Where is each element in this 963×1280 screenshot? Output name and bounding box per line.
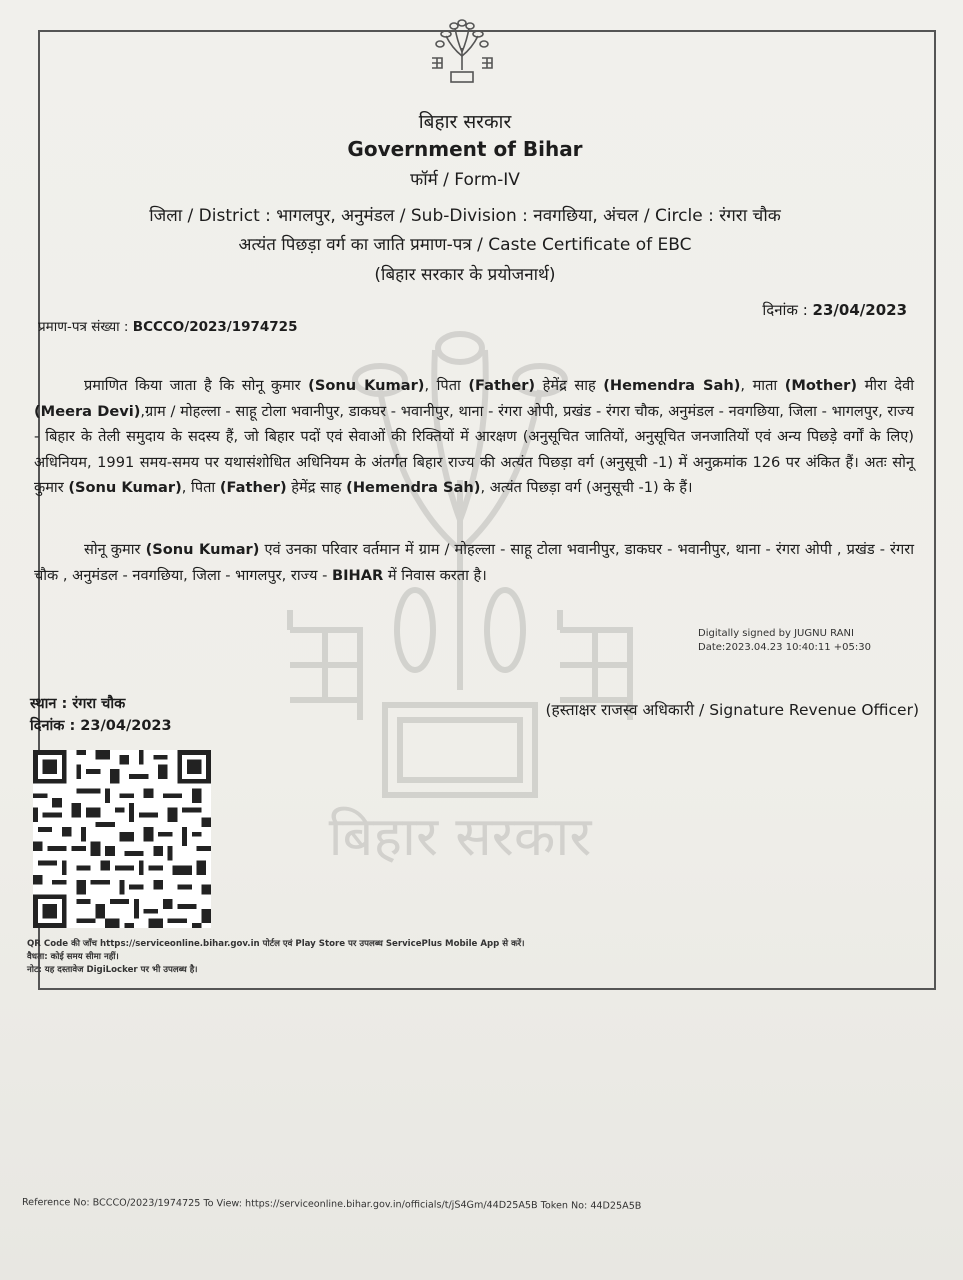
signature-label: (हस्ताक्षर राजस्व अधिकारी / Signature Revenue Officer): [545, 701, 919, 719]
subdivision-value: नवगछिया: [533, 206, 593, 226]
validity-note: वैधता: कोई समय सीमा नहीं।: [27, 952, 119, 962]
certificate-purpose: (बिहार सरकार के प्रयोजनार्थ): [374, 265, 556, 285]
certificate-title: अत्यंत पिछड़ा वर्ग का जाति प्रमाण-पत्र / Caste Certificate of EBC: [238, 235, 692, 255]
hindi-title: बिहार सरकार: [418, 111, 512, 133]
certificate-number: प्रमाण-पत्र संख्या : BCCCO/2023/1974725: [38, 319, 298, 335]
issue-date: दिनांक : 23/04/2023: [30, 718, 172, 734]
english-title: Government of Bihar: [347, 137, 583, 161]
qr-note: QR Code की जाँच https://serviceonline.bihar.gov.in पोर्टल एवं Play Store पर उपलब्ध ServicePlus Mobile App से करें।: [27, 939, 525, 949]
form-number: फॉर्म / Form-IV: [410, 170, 520, 190]
watermark-text: बिहार सरकार: [328, 805, 592, 868]
district-value: भागलपुर: [276, 206, 331, 226]
place-and-date: [30, 693, 172, 737]
certificate-body-paragraph-2: सोनू कुमार (Sonu Kumar) एवं उनका परिवार वर्तमान में ग्राम / मोहल्ला - साहू टोला भवानीपुर, डाकघर - भवानीपुर, थाना - रंगरा ओपी , प्रखंड - रंगरा चौक , अनुमंडल - नवगछिया, जिला - भागलपुर, राज्य - BIHAR में निवास करता है।: [34, 541, 914, 584]
bihar-emblem-icon: [424, 18, 500, 88]
certificate-date: दिनांक : 23/04/2023: [762, 301, 907, 319]
reference-footer: Reference No: BCCCO/2023/1974725 To View: https://serviceonline.bihar.gov.in/officials/t/jS4Gm/44D25A5B Token No: 44D25A5B: [21, 1197, 642, 1212]
certificate-body-paragraph-1: प्रमाणित किया जाता है कि सोनू कुमार (Sonu Kumar), पिता (Father) हेमेंद्र साह (Hemendra Sah), माता (Mother) मीरा देवी (Meera Devi),ग्राम / मोहल्ला - साहू टोला भवानीपुर, डाकघर - भवानीपुर, थाना - रंगरा ओपी, प्रखंड - रंगरा चौक, अनुमंडल - नवगछिया, जिला - भागलपुर, राज्य - बिहार के तेली समुदाय के सदस्य हैं, जो बिहार पदों एवं सेवाओं की रिक्तियों में आरक्षण (अनुसूचित जातियों, अनुसूचित जनजातियों एवं अन्य पिछड़े वर्गों के लिए) अधिनियम, 1991 समय-समय पर यथासंशोधित अधिनियम के अंतर्गत बिहार राज्य की अत्यंत पिछड़ा वर्ग (अनुसूची -1) में अनुक्रमांक 126 पर अंकित हैं। अतः सोनू कुमार (Sonu Kumar), पिता (Father) हेमेंद्र साह (Hemendra Sah), अत्यंत पिछड़ा वर्ग (अनुसूची -1) के हैं।: [34, 377, 914, 496]
location-line: जिला / District : भागलपुर, अनुमंडल / Sub-Division : नवगछिया, अंचल / Circle : रंगरा चौक: [149, 206, 781, 226]
verification-notes: [27, 938, 524, 977]
place: स्थान : रंगरा चौक: [30, 696, 126, 712]
qr-code-icon: [33, 748, 211, 930]
digilocker-note: नोट: यह दस्तावेज DigiLocker पर भी उपलब्ध है।: [27, 965, 198, 975]
circle-value: रंगरा चौक: [719, 206, 781, 226]
digital-signature: Digitally signed by JUGNU RANI Date:2023.04.23 10:40:11 +05:30: [698, 628, 871, 653]
